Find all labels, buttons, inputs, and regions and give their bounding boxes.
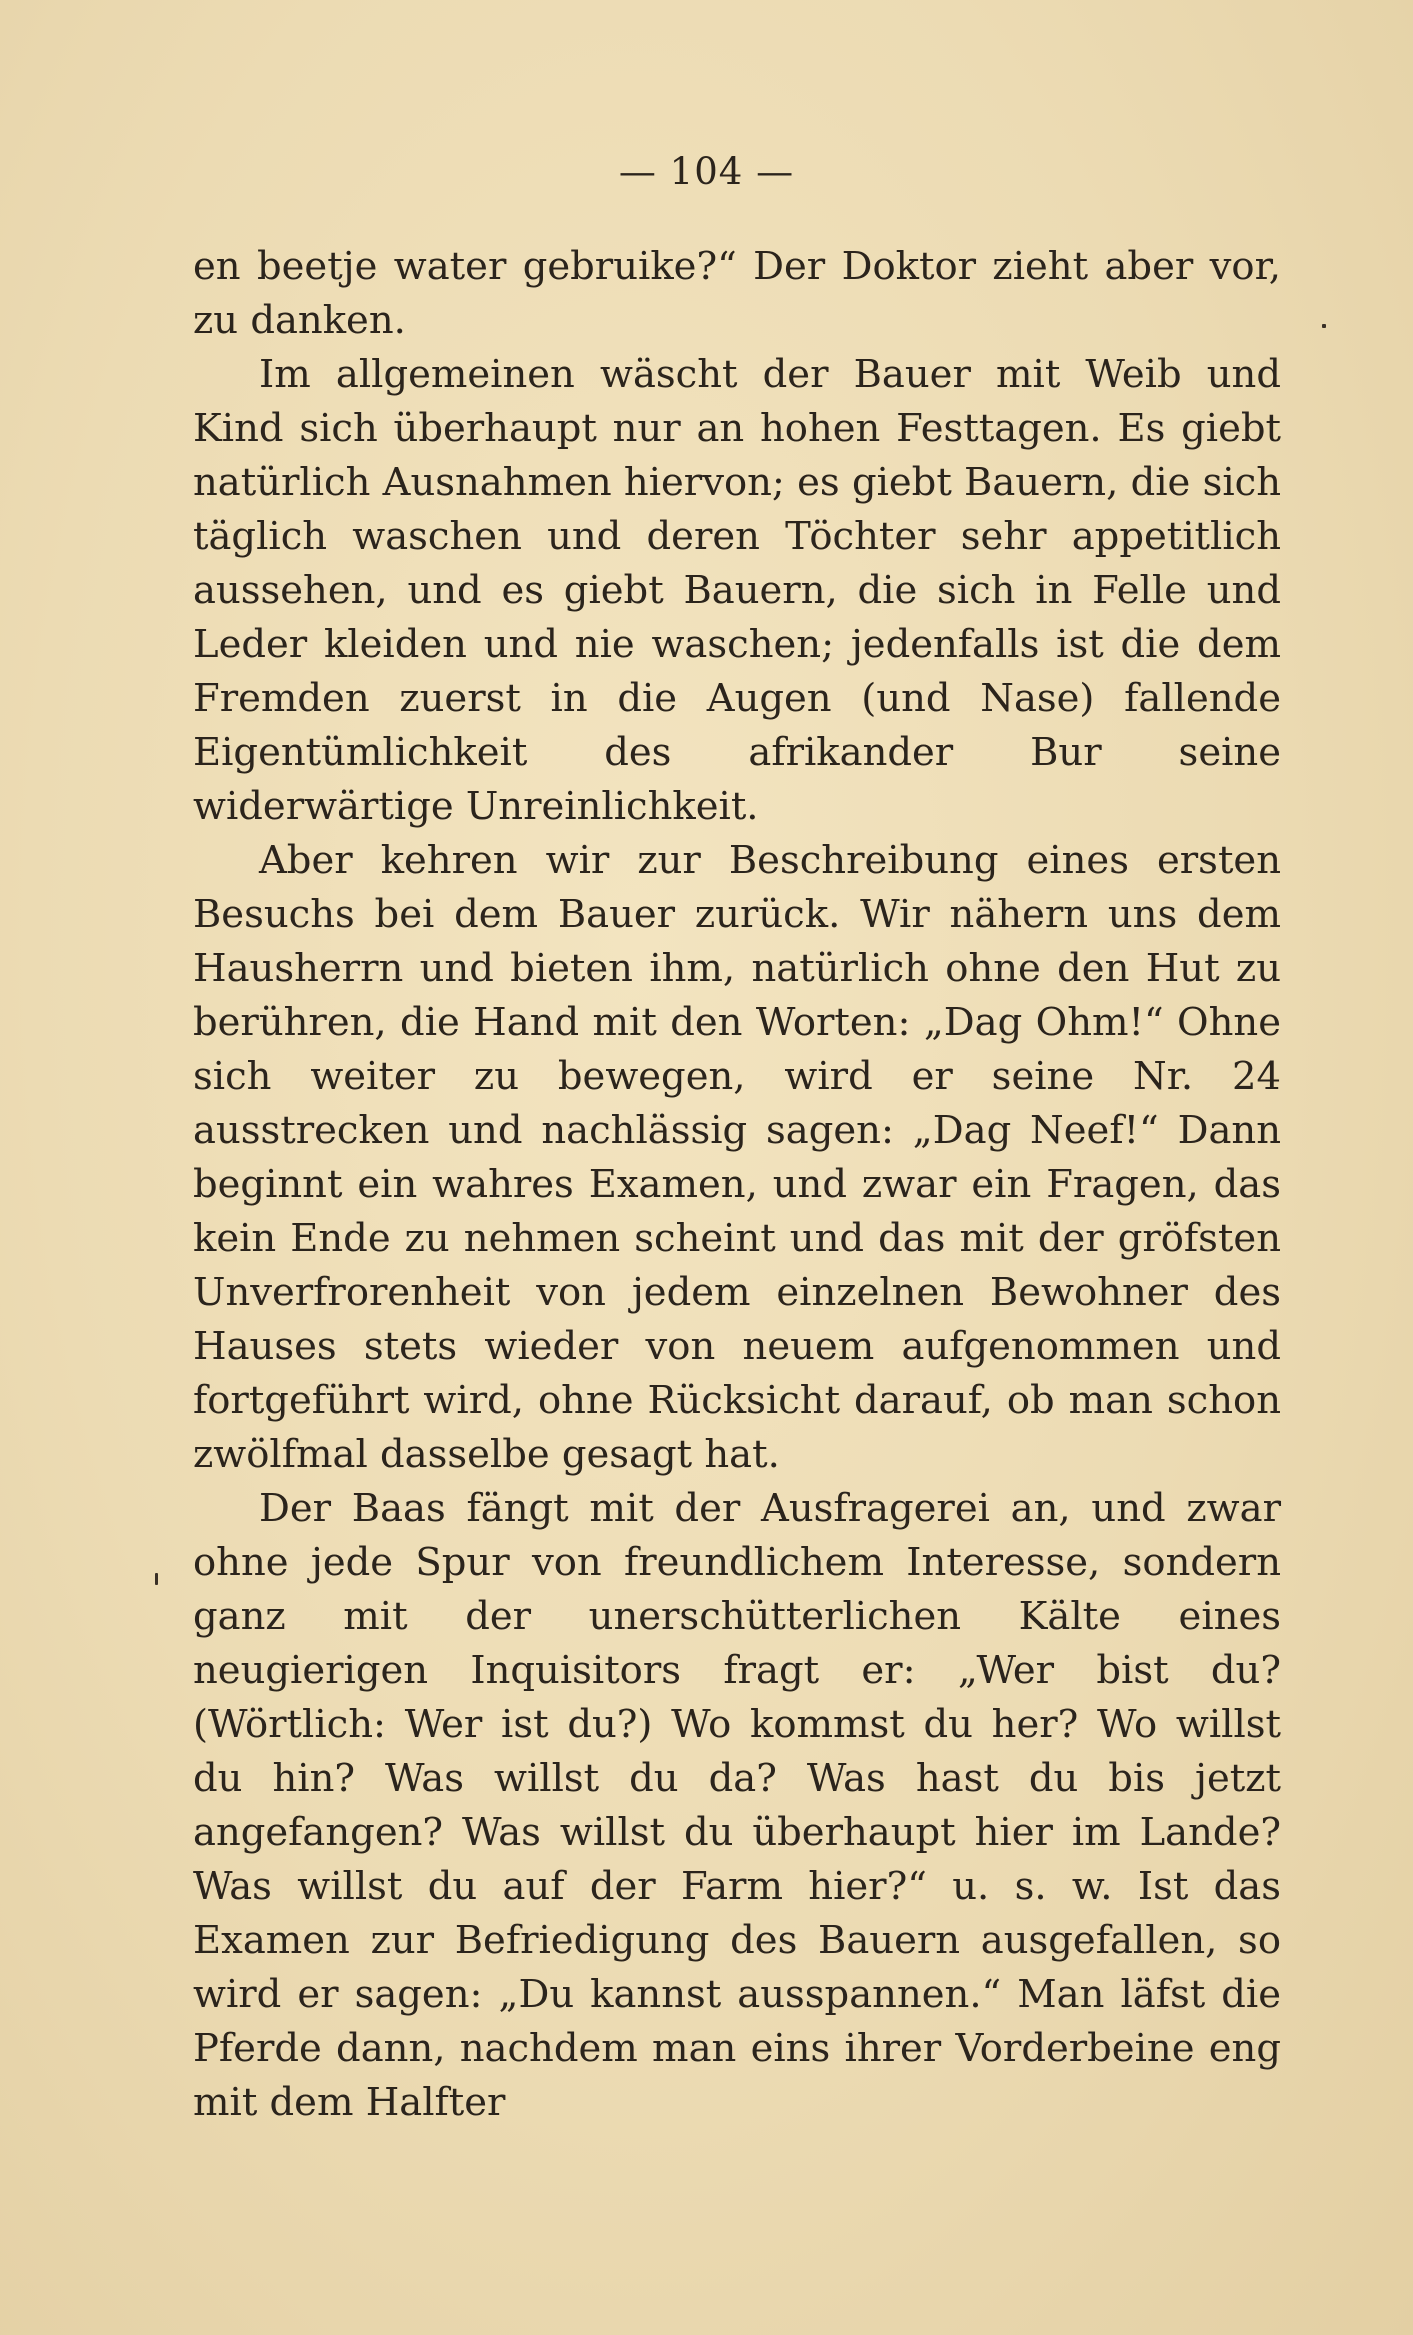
- page-number: — 104 —: [618, 150, 795, 193]
- print-speck: [1322, 324, 1326, 328]
- body-text: [193, 240, 1281, 2130]
- paragraph-1: en beetje water gebruike?“ Der Doktor zieht aber vor, zu danken.: [193, 244, 1281, 343]
- paragraph-2: Im allgemeinen wäscht der Bauer mit Weib und Kind sich überhaupt nur an hohen Festtagen. Es giebt natürlich Ausnahmen hiervon; es giebt Bauern, die sich täglich waschen und deren Töchter sehr appetitlich aussehen, und es giebt Bauern, die sich in Felle und Leder kleiden und nie waschen; jedenfalls ist die dem Fremden zuerst in die Augen (und Nase) fallende Eigentümlichkeit des afrikander Bur seine widerwärtige Unreinlichkeit.: [193, 352, 1281, 829]
- print-speck: [155, 1573, 158, 1585]
- paragraph-3: Aber kehren wir zur Beschreibung eines ersten Besuchs bei dem Bauer zurück. Wir nähern uns dem Hausherrn und bieten ihm, natürlich ohne den Hut zu berühren, die Hand mit den Worten: „Dag Ohm!“ Ohne sich weiter zu bewegen, wird er seine Nr. 24 ausstrecken und nachlässig sagen: „Dag Neef!“ Dann beginnt ein wahres Examen, und zwar ein Fragen, das kein Ende zu nehmen scheint und das mit der gröfsten Unverfrorenheit von jedem einzelnen Bewohner des Hauses stets wieder von neuem aufgenommen und fortgeführt wird, ohne Rücksicht darauf, ob man schon zwölfmal dasselbe gesagt hat.: [193, 838, 1281, 1477]
- paragraph-4: Der Baas fängt mit der Ausfragerei an, und zwar ohne jede Spur von freundlichem Interesse, sondern ganz mit der unerschütterlichen Kälte eines neugierigen Inquisitors fragt er: „Wer bist du? (Wörtlich: Wer ist du?) Wo kommst du her? Wo willst du hin? Was willst du da? Was hast du bis jetzt angefangen? Was willst du überhaupt hier im Lande? Was willst du auf der Farm hier?“ u. s. w. Ist das Examen zur Befriedigung des Bauern ausgefallen, so wird er sagen: „Du kannst ausspannen.“ Man läfst die Pferde dann, nachdem man eins ihrer Vorderbeine eng mit dem Halfter: [193, 1486, 1281, 2125]
